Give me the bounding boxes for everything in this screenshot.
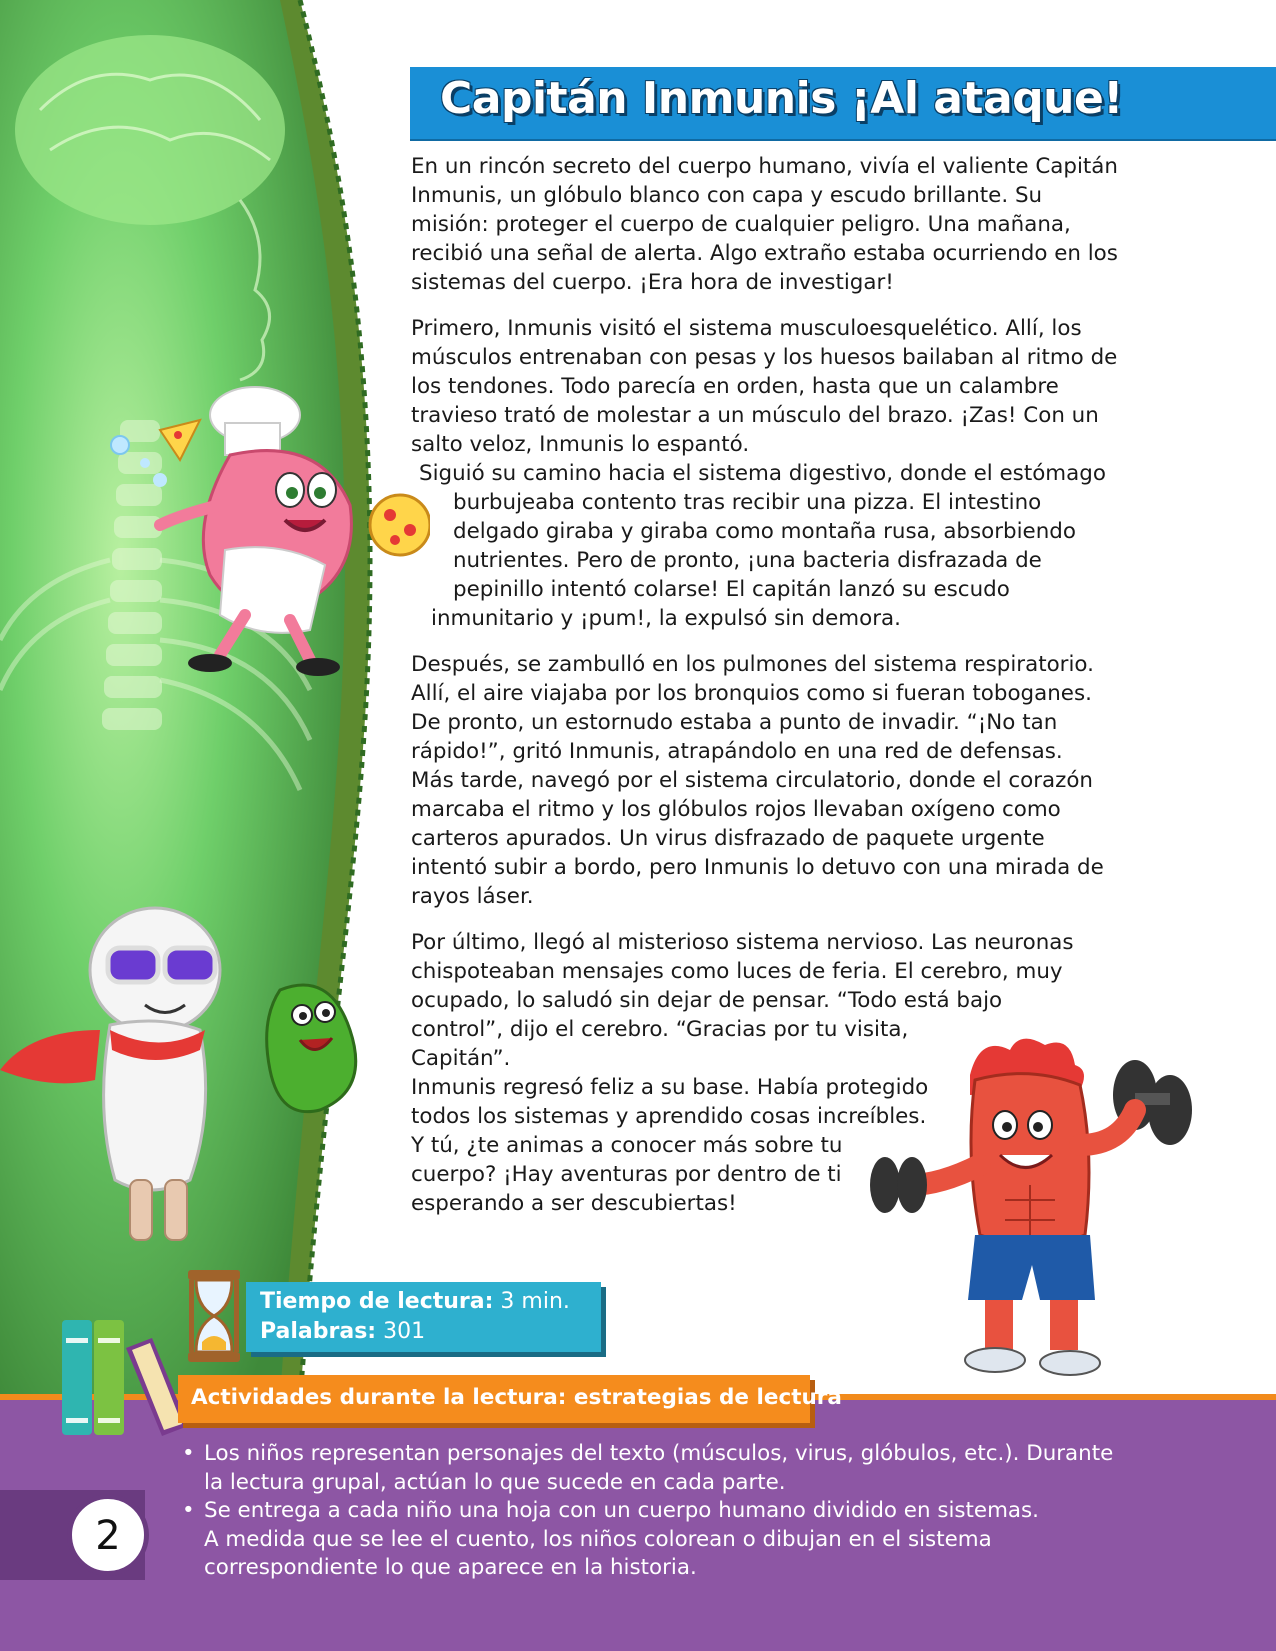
reading-time-value: 3 min. bbox=[500, 1289, 570, 1314]
activities-list bbox=[182, 1440, 1182, 1583]
stomach-chef-character bbox=[100, 375, 430, 685]
text-line: intentó subir a bordo, pero Inmunis lo detuvo con una mirada de bbox=[411, 855, 1104, 880]
text-line: marcaba el ritmo y los glóbulos rojos llevaban oxígeno como bbox=[411, 797, 1061, 822]
text-line: Por último, llegó al misterioso sistema nervioso. Las neuronas bbox=[411, 930, 1074, 955]
text-line: Inmunis regresó feliz a su base. Había protegido bbox=[411, 1075, 929, 1100]
white-blood-cell-hero-character bbox=[0, 880, 250, 1270]
text-line: Capitán”. bbox=[411, 1046, 511, 1071]
story-text bbox=[411, 152, 1181, 1218]
text-line: pepinillo intentó colarse! El capitán lanzó su escudo bbox=[453, 577, 1010, 602]
hourglass-icon bbox=[186, 1268, 242, 1364]
text-line: misión: proteger el cuerpo de cualquier peligro. Una mañana, bbox=[411, 212, 1071, 237]
word-count-value: 301 bbox=[383, 1319, 426, 1344]
text-line: Allí, el aire viajaba por los bronquios como si fueran toboganes. bbox=[411, 681, 1092, 706]
text-line: Siguió su camino hacia el sistema digestivo, donde el estómago bbox=[419, 461, 1106, 486]
text-line: Primero, Inmunis visitó el sistema musculoesquelético. Allí, los bbox=[411, 316, 1082, 341]
word-count-label: Palabras: bbox=[260, 1319, 377, 1344]
page-number: 2 bbox=[95, 1513, 121, 1559]
text-line: En un rincón secreto del cuerpo humano, vivía el valiente Capitán bbox=[411, 154, 1118, 179]
list-item bbox=[182, 1440, 1182, 1497]
activities-heading: Actividades durante la lectura: estrategias de lectura bbox=[191, 1385, 842, 1410]
text-line: burbujeaba contento tras recibir una pizza. El intestino bbox=[453, 490, 1042, 515]
text-line: rayos láser. bbox=[411, 884, 534, 909]
text-line: Inmunis, un glóbulo blanco con capa y escudo brillante. Su bbox=[411, 183, 1043, 208]
reading-info-box bbox=[246, 1282, 601, 1352]
text-line: inmunitario y ¡pum!, la expulsó sin demora. bbox=[431, 606, 901, 631]
text-line: rápido!”, gritó Inmunis, atrapándolo en una red de defensas. bbox=[411, 739, 1063, 764]
word-count bbox=[260, 1317, 425, 1347]
story-paragraph bbox=[411, 314, 1181, 633]
books-icon bbox=[60, 1318, 190, 1438]
text-line: cuerpo? ¡Hay aventuras por dentro de ti bbox=[411, 1162, 842, 1187]
text-line: A medida que se lee el cuento, los niños colorean o dibujan en el sistema bbox=[204, 1526, 992, 1552]
text-line: Los niños representan personajes del texto (músculos, virus, glóbulos, etc.). Durante bbox=[204, 1441, 1114, 1466]
text-line: carteros apurados. Un virus disfrazado de paquete urgente bbox=[411, 826, 1045, 851]
bullet-icon: • bbox=[182, 1498, 195, 1523]
text-line: los tendones. Todo parecía en orden, hasta que un calambre bbox=[411, 374, 1059, 399]
text-line: chispoteaban mensajes como luces de feria. El cerebro, muy bbox=[411, 959, 1063, 984]
activities-heading-banner bbox=[178, 1375, 842, 1423]
text-line: sistemas del cuerpo. ¡Era hora de investigar! bbox=[411, 270, 894, 295]
pickle-bacteria-character bbox=[240, 970, 390, 1130]
text-line: ocupado, lo saludó sin dejar de pensar. “Todo está bajo bbox=[411, 988, 1003, 1013]
story-paragraph bbox=[411, 928, 1181, 1218]
text-line: la lectura grupal, actúan lo que sucede en cada parte. bbox=[204, 1469, 786, 1495]
text-line: control”, dijo el cerebro. “Gracias por tu visita, bbox=[411, 1017, 909, 1042]
text-line: Después, se zambulló en los pulmones del sistema respiratorio. bbox=[411, 652, 1094, 677]
page-title: Capitán Inmunis ¡Al ataque! bbox=[440, 73, 1123, 124]
text-line: travieso trató de molestar a un músculo del brazo. ¡Zas! Con un bbox=[411, 403, 1099, 428]
text-line: Se entrega a cada niño una hoja con un cuerpo humano dividido en sistemas. bbox=[204, 1498, 1039, 1523]
text-line: salto veloz, Inmunis lo espantó. bbox=[411, 432, 750, 457]
page-number-badge bbox=[67, 1494, 149, 1576]
text-line: Más tarde, navegó por el sistema circulatorio, donde el corazón bbox=[411, 768, 1093, 793]
bullet-icon: • bbox=[182, 1441, 195, 1466]
text-line: correspondiente lo que aparece en la historia. bbox=[204, 1555, 697, 1580]
story-paragraph bbox=[411, 650, 1181, 911]
text-line: nutrientes. Pero de pronto, ¡una bacteria disfrazada de bbox=[453, 548, 1042, 573]
text-line: esperando a ser descubiertas! bbox=[411, 1191, 737, 1216]
reading-time bbox=[260, 1287, 570, 1317]
text-line: Y tú, ¿te animas a conocer más sobre tu bbox=[411, 1133, 843, 1158]
title-banner bbox=[410, 67, 1276, 139]
reading-time-label: Tiempo de lectura: bbox=[260, 1289, 494, 1314]
text-line: músculos entrenaban con pesas y los huesos bailaban al ritmo de bbox=[411, 345, 1118, 370]
text-line: delgado giraba y giraba como montaña rusa, absorbiendo bbox=[453, 519, 1076, 544]
list-item bbox=[182, 1497, 1182, 1583]
text-line: todos los sistemas y aprendido cosas increíbles. bbox=[411, 1104, 927, 1129]
story-paragraph bbox=[411, 152, 1181, 297]
text-line: recibió una señal de alerta. Algo extraño estaba ocurriendo en los bbox=[411, 241, 1118, 266]
text-line: De pronto, un estornudo estaba a punto de invadir. “¡No tan bbox=[411, 710, 1058, 735]
